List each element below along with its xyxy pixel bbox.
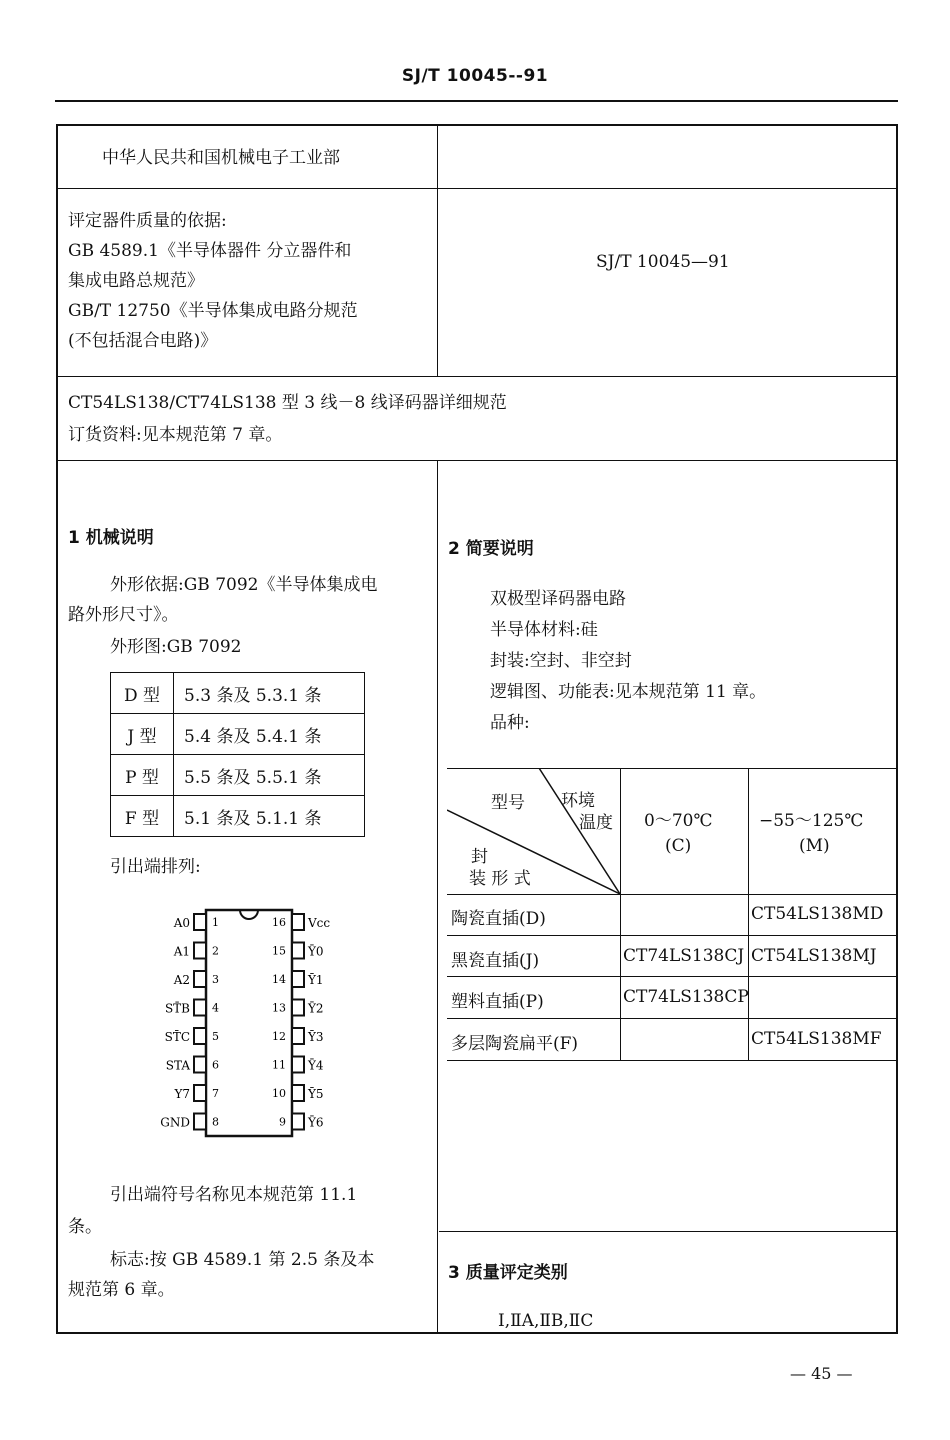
pin-number: 7 [212,1087,219,1100]
row-divider [439,1231,896,1232]
table-row [111,673,365,714]
pin-pad [194,1114,206,1130]
description-line: 逻辑图、功能表:见本规范第 11 章。 [490,682,767,702]
table-row [111,796,365,837]
pin-number: 1 [212,916,219,929]
pin-pad [292,971,304,987]
pin-number: 16 [272,916,286,929]
pin-number: 6 [212,1058,219,1072]
pin-pad [194,914,206,930]
ministry-name: 中华人民共和国机械电子工业部 [102,148,340,168]
military-part-cell: CT54LS138MJ [751,945,877,966]
package-form-cell: 陶瓷直插(D) [451,909,546,929]
pin-name: A1 [173,944,190,959]
commercial-part-cell: CT74LS138CJ [623,945,745,966]
pin-name: Ȳ5 [308,1087,324,1101]
pin-name: ST̄B [164,1001,190,1016]
package-type: F 型 [111,796,174,837]
pin-pad [292,1114,304,1130]
row-divider [58,188,896,189]
pin-number: 3 [212,973,219,986]
section1-heading: 1 机械说明 [68,528,154,548]
quality-classes: Ⅰ,ⅡA,ⅡB,ⅡC [498,1311,594,1331]
pin-number: 2 [212,944,219,958]
pin-number: 10 [272,1087,286,1100]
pin-pad [292,914,304,930]
pin-name: A0 [173,916,190,930]
description-line: 半导体材料:硅 [490,620,598,640]
basis-line: 评定器件质量的依据: [68,211,227,231]
pin-name: Ȳ4 [308,1058,324,1073]
outline-drawing: 外形图:GB 7092 [110,637,242,657]
pin-name: STA [165,1058,190,1073]
row-divider [58,376,896,377]
pin-pad [292,1000,304,1016]
package-clause: 5.3 条及 5.3.1 条 [174,673,365,714]
pin-pad [292,1057,304,1073]
pin-name: Vcc [308,916,331,930]
marking-note: 标志:按 GB 4589.1 第 2.5 条及本 [110,1250,375,1270]
pin-name: A2 [173,973,190,987]
header-environment: 环境 [561,791,595,811]
description-line: 品种: [490,713,530,733]
header-military-range: −55～125℃ [759,811,864,831]
package-form-cell: 多层陶瓷扁平(F) [451,1033,579,1054]
variant-table [439,768,898,1062]
header-rule [55,100,898,102]
document-code-header: SJ/T 10045--91 [401,66,549,86]
pin-name: Ȳ2 [308,1001,324,1016]
pin-pad [194,1000,206,1016]
spec-title: CT54LS138/CT74LS138 型 3 线－8 线译码器详细规范 [68,393,507,413]
package-form-cell: 塑料直插(P) [451,992,544,1012]
pin-pad [194,1085,206,1101]
package-type: D 型 [111,673,174,714]
header-military-code: (M) [799,836,830,856]
pin-number: 4 [212,1001,219,1015]
pin-name: Ȳ0 [308,944,324,959]
quality-basis-block [68,206,358,356]
header-package: 封 [471,847,488,867]
package-form-cell: 黑瓷直插(J) [451,950,540,971]
pin-number: 12 [272,1030,286,1043]
pin-name: Ȳ3 [308,1030,324,1044]
table-line [447,935,898,936]
pin-name: Ȳ6 [308,1115,324,1130]
pin-number: 5 [212,1030,219,1043]
right-pins [272,914,330,1130]
package-clause: 5.1 条及 5.1.1 条 [174,796,365,837]
pin-number: 11 [272,1058,286,1072]
pin-name: GND [160,1115,190,1130]
pin-number: 13 [272,1001,286,1015]
pin-names-note: 引出端符号名称见本规范第 11.1 [110,1185,358,1205]
chip-notch [240,910,258,919]
header-commercial-range: 0～70℃ [644,811,713,831]
table-line [447,976,898,977]
pin-number: 14 [272,973,286,986]
section3-heading: 3 质量评定类别 [448,1263,568,1283]
military-part-cell: CT54LS138MF [751,1028,882,1049]
pin-name: Ȳ1 [308,973,324,987]
pinout-label: 引出端排列: [110,857,201,877]
table-line [447,1018,898,1019]
outline-basis-line: 外形依据:GB 7092《半导体集成电 [110,575,378,595]
military-part-cell: CT54LS138MD [751,904,884,924]
row-divider [58,460,896,461]
package-outline-table [110,672,365,837]
table-line [748,768,749,1060]
table-row [111,755,365,796]
document-number: SJ/T 10045—91 [596,252,730,272]
basis-line: GB/T 12750《半导体集成电路分规范 [68,301,358,321]
pin-name: Y7 [174,1087,190,1101]
spec-frame [56,124,898,1334]
table-row [111,714,365,755]
ordering-info: 订货资料:见本规范第 7 章。 [68,425,283,445]
pin-pad [292,943,304,959]
header-temperature: 温度 [579,813,613,833]
package-type: P 型 [111,755,174,796]
marking-note: 规范第 6 章。 [68,1280,175,1300]
pin-number: 9 [279,1115,286,1129]
commercial-part-cell: CT74LS138CP [623,987,749,1007]
brief-description [490,584,766,738]
pinout-diagram [146,904,376,1144]
left-pins [160,914,219,1130]
description-line: 封装:空封、非空封 [490,651,632,671]
pin-number: 15 [272,944,286,958]
pin-name: ST̄C [164,1030,190,1044]
pin-names-note: 条。 [68,1217,102,1237]
pin-pad [292,1028,304,1044]
description-line: 双极型译码器电路 [490,589,626,609]
column-divider [437,460,438,1334]
pin-pad [194,943,206,959]
pin-pad [194,1057,206,1073]
header-commercial-code: (C) [665,836,692,856]
header-model: 型号 [491,793,525,813]
pin-pad [194,1028,206,1044]
pin-pad [194,971,206,987]
page-number: — 45 — [790,1364,853,1383]
package-clause: 5.4 条及 5.4.1 条 [174,714,365,755]
package-type: J 型 [111,714,174,755]
outline-basis-line: 路外形尺寸》。 [68,605,179,625]
basis-line: 集成电路总规范》 [68,271,204,291]
basis-line: (不包括混合电路)》 [68,331,218,351]
package-clause: 5.5 条及 5.5.1 条 [174,755,365,796]
column-divider [437,126,438,376]
pin-number: 8 [212,1115,219,1129]
section2-heading: 2 简要说明 [448,539,534,559]
basis-line: GB 4589.1《半导体器件 分立器件和 [68,241,352,261]
header-package-form: 装 形 式 [469,869,531,889]
pin-pad [292,1085,304,1101]
table-line [447,1060,898,1061]
